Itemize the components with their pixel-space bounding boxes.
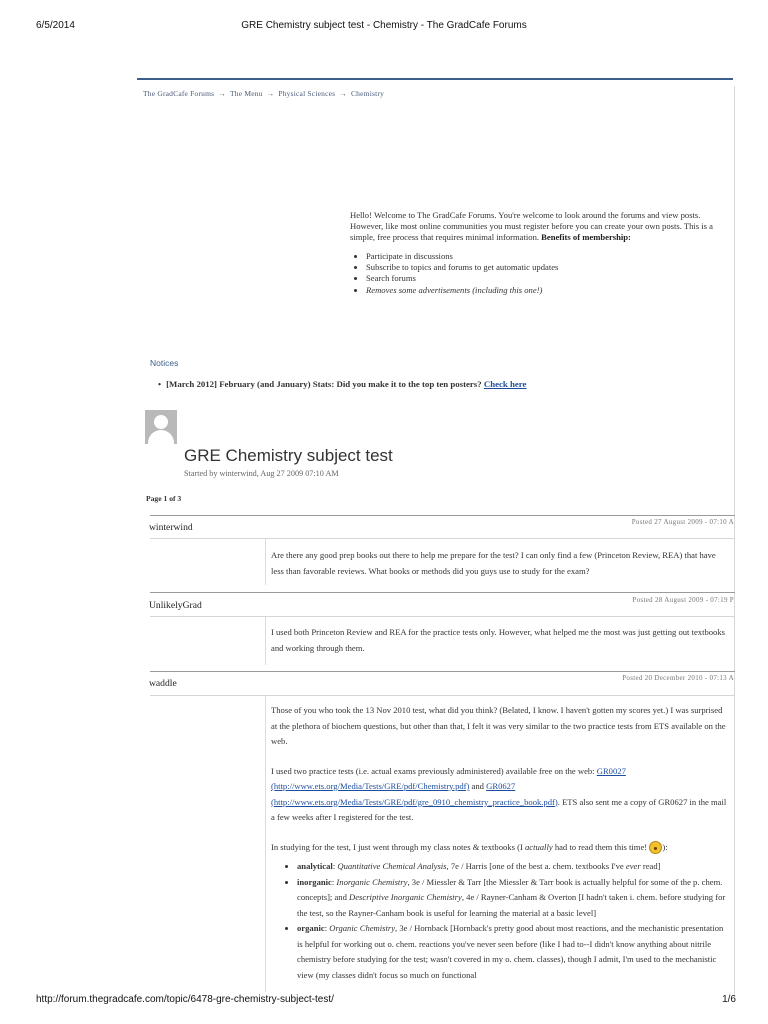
- welcome-text: Hello! Welcome to The GradCafe Forums. You're welcome to look around the forums and view posts. However, like most online communities you must register before you can create your own posts. This is a simple, free process that requires minimal information.: [350, 210, 713, 242]
- notice-link[interactable]: Check here: [483, 379, 527, 389]
- welcome-message: [350, 210, 728, 296]
- post-paragraph: [271, 764, 729, 826]
- breadcrumb: [143, 89, 384, 98]
- smiley-icon: [649, 841, 662, 854]
- benefits-list: [350, 251, 728, 296]
- post-divider: [150, 671, 735, 672]
- post-text: and: [471, 781, 484, 791]
- post-text: . ETS also sent me a copy of GR0627 in the mail a few weeks after I registered for the test.: [271, 796, 727, 822]
- print-page-number: 1/6: [722, 994, 736, 1005]
- post-date: Posted 20 December 2010 - 07:13 A: [622, 674, 734, 682]
- right-border: [734, 86, 735, 996]
- breadcrumb-physical-sciences[interactable]: Physical Sciences: [278, 89, 336, 98]
- textbook-item: • organic: Organic Chemistry, 3e / Hornback [Hornback's pretty good about most reactions, and the mechanistic presentation is helpful for working out o. chem. reactions you've never seen before (like I had to--I didn't know anything about nitrile chemistry before studying for the test; wasn't covered in my o. chem. classes), though I admit, I'm used to the mechanistic view (my classes didn't focus so much on functional: [297, 921, 729, 983]
- post-paragraph: I used both Princeton Review and REA for the practice tests only. However, what helped me the most was just getting out textbooks and working through them.: [271, 627, 725, 653]
- post-paragraph: [271, 840, 729, 856]
- post-header-divider: [150, 538, 735, 539]
- bullet-icon: •: [158, 379, 162, 389]
- post-body: [271, 703, 729, 989]
- breadcrumb-menu[interactable]: The Menu: [230, 89, 263, 98]
- notices-heading: Notices: [150, 358, 179, 368]
- post-text: had to read them this time!: [554, 841, 648, 852]
- post-text-italic: actually: [524, 841, 553, 852]
- header-rule: [137, 78, 733, 80]
- print-date: 6/5/2014: [36, 20, 75, 31]
- pagination-label: Page 1 of 3: [146, 494, 182, 503]
- post-column-divider: [265, 696, 266, 992]
- practice-test-link-gr0627[interactable]: GR0627 (http://www.ets.org/Media/Tests/GRE/pdf/gre_0910_chemistry_practice_book.pdf): [271, 781, 558, 807]
- post-date: Posted 27 August 2009 - 07:10 A: [631, 518, 734, 526]
- practice-test-link-gr0027[interactable]: GR0027 (http://www.ets.org/Media/Tests/GRE/pdf/Chemistry.pdf): [271, 765, 626, 791]
- avatar[interactable]: [145, 410, 177, 444]
- benefit-item: • Subscribe to topics and forums to get automatic updates: [366, 262, 728, 273]
- page-title: GRE Chemistry subject test: [184, 446, 393, 465]
- breadcrumb-home[interactable]: The GradCafe Forums: [143, 89, 215, 98]
- post-author[interactable]: UnlikelyGrad: [149, 600, 202, 611]
- post-divider: [150, 515, 735, 516]
- benefit-item: • Participate in discussions: [366, 251, 728, 262]
- post-text: ):: [662, 841, 668, 852]
- post-author[interactable]: waddle: [149, 678, 177, 689]
- welcome-benefits-heading: Benefits of membership:: [541, 232, 631, 242]
- notice-item: [158, 379, 526, 389]
- benefit-item: • Removes some advertisements (including this one!): [366, 285, 728, 296]
- textbook-item: • inorganic: Inorganic Chemistry, 3e / Miessler & Tarr [the Miessler & Tarr book is actually helpful for some of the p. chem. concepts]; and Descriptive Inorganic Chemistry, 4e / Rayner-Canham & Overton [I hadn't taken i. chem. before studying for the test, so the Rayner-Canham book is useful for learning the material at a basic level]: [297, 875, 729, 922]
- textbook-item: • analytical: Quantitative Chemical Analysis, 7e / Harris [one of the best a. chem. textbooks I've ever read]: [297, 859, 729, 875]
- post-paragraph: Are there any good prep books out there to help me prepare for the test? I can only find a few (Princeton Review, REA) that have less than favorable reviews. What books or methods did you guys use to study for the exam?: [271, 550, 716, 576]
- benefit-item: • Search forums: [366, 273, 728, 284]
- breadcrumb-chemistry[interactable]: Chemistry: [350, 89, 385, 98]
- post-author[interactable]: winterwind: [149, 522, 193, 533]
- post-body: [271, 548, 729, 593]
- post-header-divider: [150, 695, 735, 696]
- breadcrumb-separator: →: [218, 89, 226, 98]
- post-divider: [150, 592, 735, 593]
- breadcrumb-separator: →: [266, 89, 275, 98]
- post-text: I used two practice tests (i.e. actual exams previously administered) available free on the web:: [271, 765, 595, 776]
- post-column-divider: [265, 617, 266, 665]
- post-paragraph: Those of you who took the 13 Nov 2010 test, what did you think? (Belated, I know. I haven't gotten my scores yet.) I was surprised at the plethora of biochem questions, but other than that, I felt it was very similar to the two practice tests from ETS available on the web.: [271, 705, 726, 746]
- breadcrumb-separator: →: [339, 89, 347, 98]
- post-body: [271, 625, 729, 670]
- notice-text: [March 2012] February (and January) Stats: Did you make it to the top ten posters?: [166, 379, 482, 389]
- textbook-list: [271, 859, 729, 983]
- topic-started-by: Started by winterwind, Aug 27 2009 07:10 AM: [184, 469, 339, 478]
- print-title: GRE Chemistry subject test - Chemistry - The GradCafe Forums: [241, 20, 527, 31]
- post-date: Posted 28 August 2009 - 07:19 P: [632, 596, 734, 604]
- post-column-divider: [265, 539, 266, 585]
- post-text: In studying for the test, I just went through my class notes & textbooks (I: [271, 841, 523, 852]
- print-url: http://forum.thegradcafe.com/topic/6478-gre-chemistry-subject-test/: [36, 994, 334, 1005]
- post-header-divider: [150, 616, 735, 617]
